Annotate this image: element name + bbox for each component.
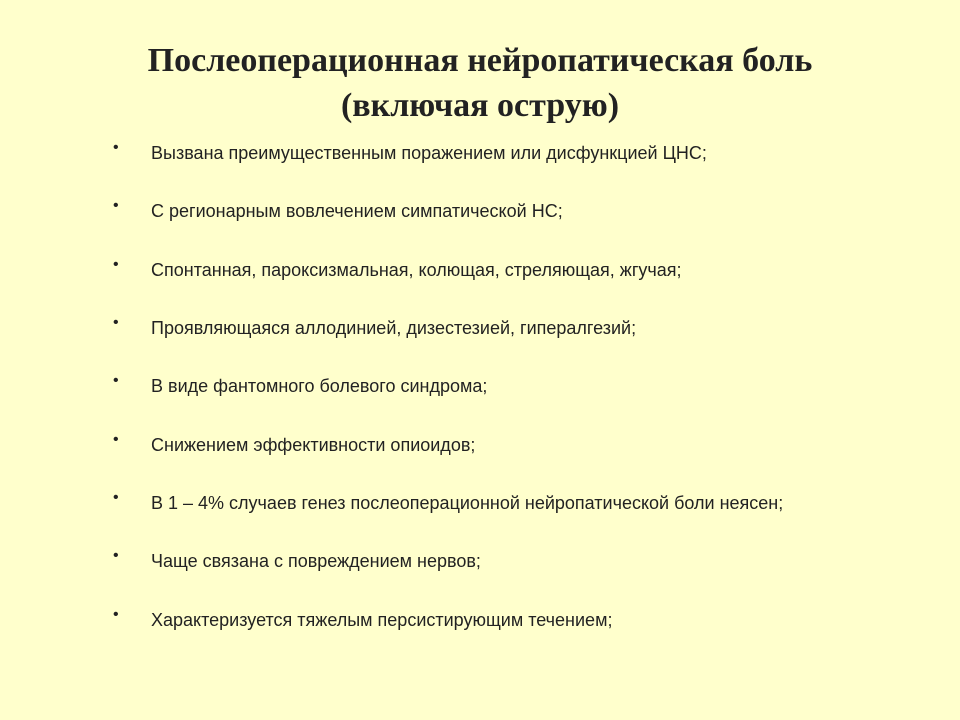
bullet-text: Снижением эффективности опиоидов;	[151, 435, 476, 455]
bullet-icon: •	[113, 547, 119, 564]
bullet-text: В 1 – 4% случаев генез послеоперационной нейропатической боли неясен;	[151, 493, 784, 513]
bullet-text: В виде фантомного болевого синдрома;	[151, 376, 488, 396]
bullet-item	[0, 607, 960, 633]
bullet-text: Проявляющаяся аллодинией, дизестезией, гипералгезий;	[151, 318, 637, 338]
bullet-item	[0, 432, 960, 458]
bullet-icon: •	[113, 197, 119, 214]
bullet-item	[0, 257, 960, 283]
bullet-icon: •	[113, 256, 119, 273]
bullet-icon: •	[113, 139, 119, 156]
bullet-text: Чаще связана с повреждением нервов;	[151, 551, 481, 571]
bullet-item	[0, 548, 960, 574]
bullet-text: Характеризуется тяжелым персистирующим течением;	[151, 610, 613, 630]
slide-title-line-2: (включая острую)	[340, 87, 620, 124]
bullet-icon: •	[113, 372, 119, 389]
bullet-item	[0, 140, 960, 166]
bullet-item	[0, 490, 960, 516]
slide-title-line-1: Послеоперационная нейропатическая боль	[147, 42, 813, 79]
bullet-icon: •	[113, 606, 119, 623]
bullet-icon: •	[113, 431, 119, 448]
bullet-icon: •	[113, 489, 119, 506]
bullet-item	[0, 198, 960, 224]
bullet-item	[0, 373, 960, 399]
bullet-text: Вызвана преимущественным поражением или дисфункцией ЦНС;	[151, 143, 707, 163]
bullet-item	[0, 315, 960, 341]
bullet-text: С регионарным вовлечением симпатической НС;	[151, 201, 563, 221]
bullet-icon: •	[113, 314, 119, 331]
bullet-text: Спонтанная, пароксизмальная, колющая, стреляющая, жгучая;	[151, 260, 682, 280]
